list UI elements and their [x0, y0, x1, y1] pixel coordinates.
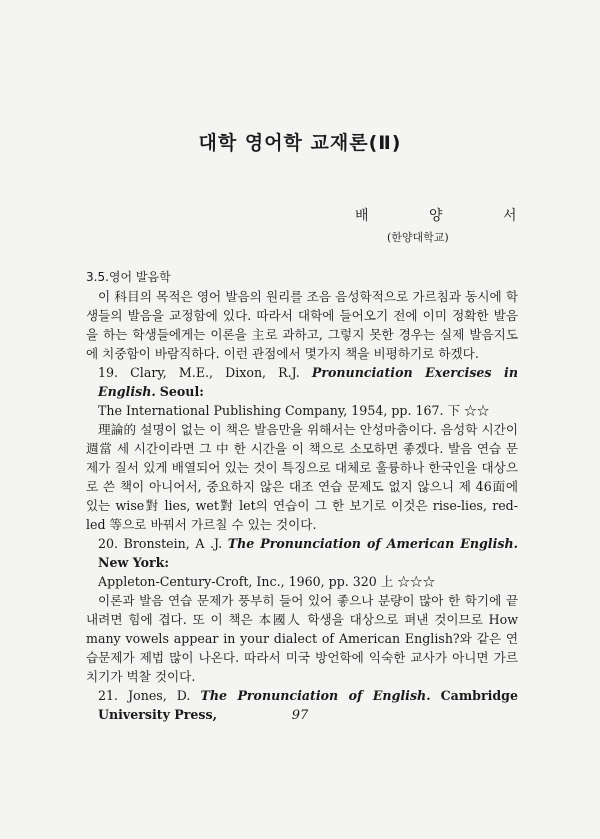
- page-title: 대학 영어학 교재론(Ⅱ): [198, 132, 402, 154]
- reference-title: The Pronunciation of English.: [200, 688, 431, 703]
- reference-review: 이론과 발음 연습 문제가 풍부히 들어 있어 좋으나 분량이 많아 한 학기에 끝내려면 힘에 겹다. 또 이 책은 本國人 학생을 대상으로 펴낸 것이므로 How many vowels appear in your dialect of American English?와 같은 연습문제가 제법 많이 나온다. 따라서 미국 방언학에 익숙한 교사가 아니면 가르치기가 벅찰 것이다.: [86, 593, 518, 684]
- reference-number: 20.: [98, 536, 119, 551]
- page-number: 97: [291, 708, 309, 723]
- reference-authors: Bronstein, A .J.: [123, 536, 223, 551]
- reference-place: Seoul:: [159, 384, 204, 399]
- reference-place: New York:: [98, 555, 170, 570]
- reference-publisher: Appleton-Century-Croft, Inc., 1960, pp. 320 上 ☆☆☆: [98, 574, 436, 589]
- reference-publisher: The International Publishing Company, 1954, pp. 167. 下 ☆☆: [98, 403, 490, 418]
- reference-number: 21.: [98, 688, 119, 703]
- reference-review: 理論的 설명이 없는 이 책은 발음만을 위해서는 안성마춤이다. 음성학 시간이 週當 세 시간이라면 그 中 한 시간을 이 책으로 소모하면 좋겠다. 발음 연습 문제가 질서 있게 배열되어 있는 것이 특징으로 대체로 훌륭하나 한국인을 대상으로 쓴 책이 아니어서, 중요하지 않은 대조 연습 문제도 없지 않으니 제 46面에 있는 wise對 lies, wet對 let의 연습이 그 한 보기로 이것은 rise-lies, red-led 等으로 바꿔서 가르칠 수 있는 것이다.: [86, 422, 518, 532]
- reference-place: Cambridge University Press,: [98, 688, 518, 722]
- reference-number: 19.: [98, 365, 119, 380]
- section-heading: 3.5.영어 발음학: [86, 270, 171, 284]
- author-affiliation: (한양대학교): [387, 231, 449, 244]
- author-name: 배 양 서: [355, 208, 545, 224]
- article-body: [86, 268, 518, 724]
- reference-title: The Pronunciation of American English.: [227, 536, 518, 551]
- reference-entry: [86, 534, 518, 686]
- reference-authors: Clary, M.E., Dixon, R.J.: [130, 365, 300, 380]
- reference-citation: [86, 363, 518, 401]
- reference-authors: Jones, D.: [128, 688, 191, 703]
- intro-paragraph: 이 科目의 목적은 영어 발음의 원리를 조음 음성학적으로 가르침과 동시에 학생들의 발음을 교정함에 있다. 따라서 대학에 들어오기 전에 이미 정확한 발음을 하는 학생들에게는 이론을 主로 과하고, 그렇지 못한 경우는 실제 발음지도에 치중함이 바람직하다. 이런 관점에서 몇가지 책을 비평하기로 하겠다.: [86, 289, 518, 361]
- reference-citation: [86, 534, 518, 572]
- reference-title: Pronunciation Exercises in English.: [98, 365, 518, 399]
- reference-entry: [86, 363, 518, 534]
